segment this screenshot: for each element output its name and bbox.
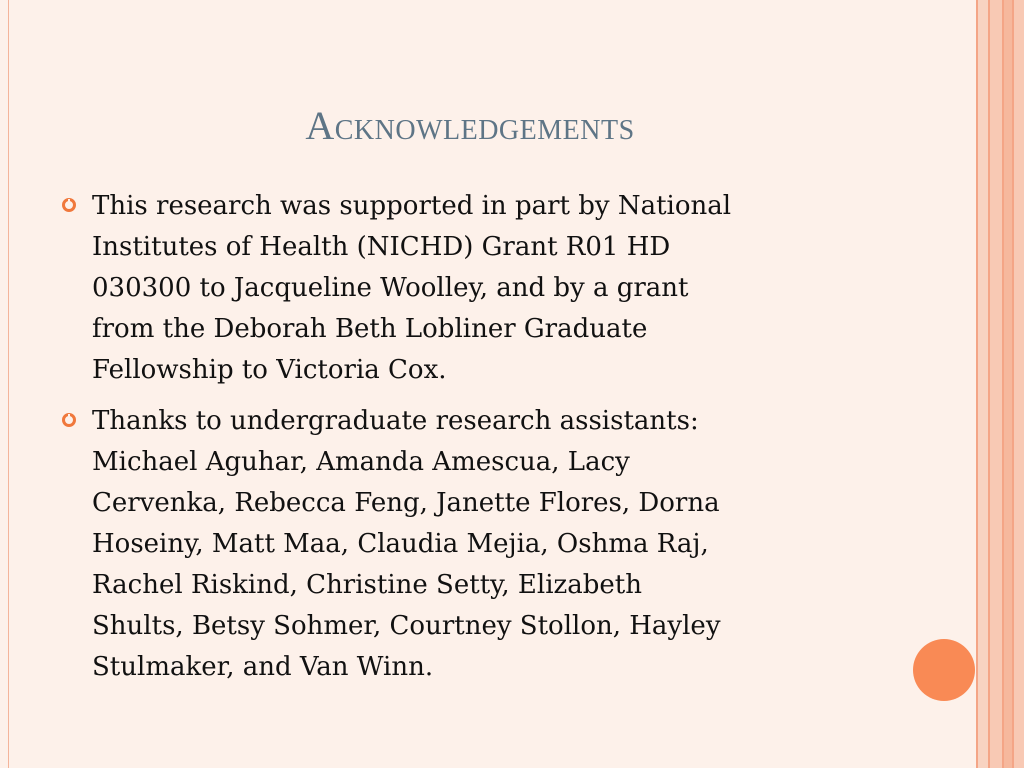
right-decorative-stripes bbox=[976, 0, 1024, 768]
bullet-text: This research was supported in part by National Institutes of Health (NICHD) Grant R01 HD 030300 to Jacqueline Woolley, and by a grant from the Deborah Beth Lobliner Graduate Fellowship to Victoria Cox. bbox=[92, 191, 732, 385]
hollow-circle-bullet-icon bbox=[62, 413, 76, 427]
bullet-list bbox=[62, 186, 872, 698]
stripe bbox=[990, 0, 1002, 768]
stripe bbox=[978, 0, 988, 768]
stripe bbox=[1004, 0, 1012, 768]
stripe bbox=[1014, 0, 1024, 768]
list-item bbox=[62, 186, 872, 391]
hollow-circle-bullet-icon bbox=[62, 198, 76, 212]
bullet-text: Thanks to undergraduate research assistants: Michael Aguhar, Amanda Amescua, Lacy Cervenka, Rebecca Feng, Janette Flores, Dorna Hoseiny, Matt Maa, Claudia Mejia, Oshma Raj, Rachel Riskind, Christine Setty, Elizabeth Shults, Betsy Sohmer, Courtney Stollon, Hayley Stulmaker, and Van Winn. bbox=[92, 406, 721, 682]
slide-title: Acknowledgements bbox=[305, 103, 635, 148]
decorative-orange-circle bbox=[913, 639, 975, 701]
list-item bbox=[62, 401, 872, 688]
